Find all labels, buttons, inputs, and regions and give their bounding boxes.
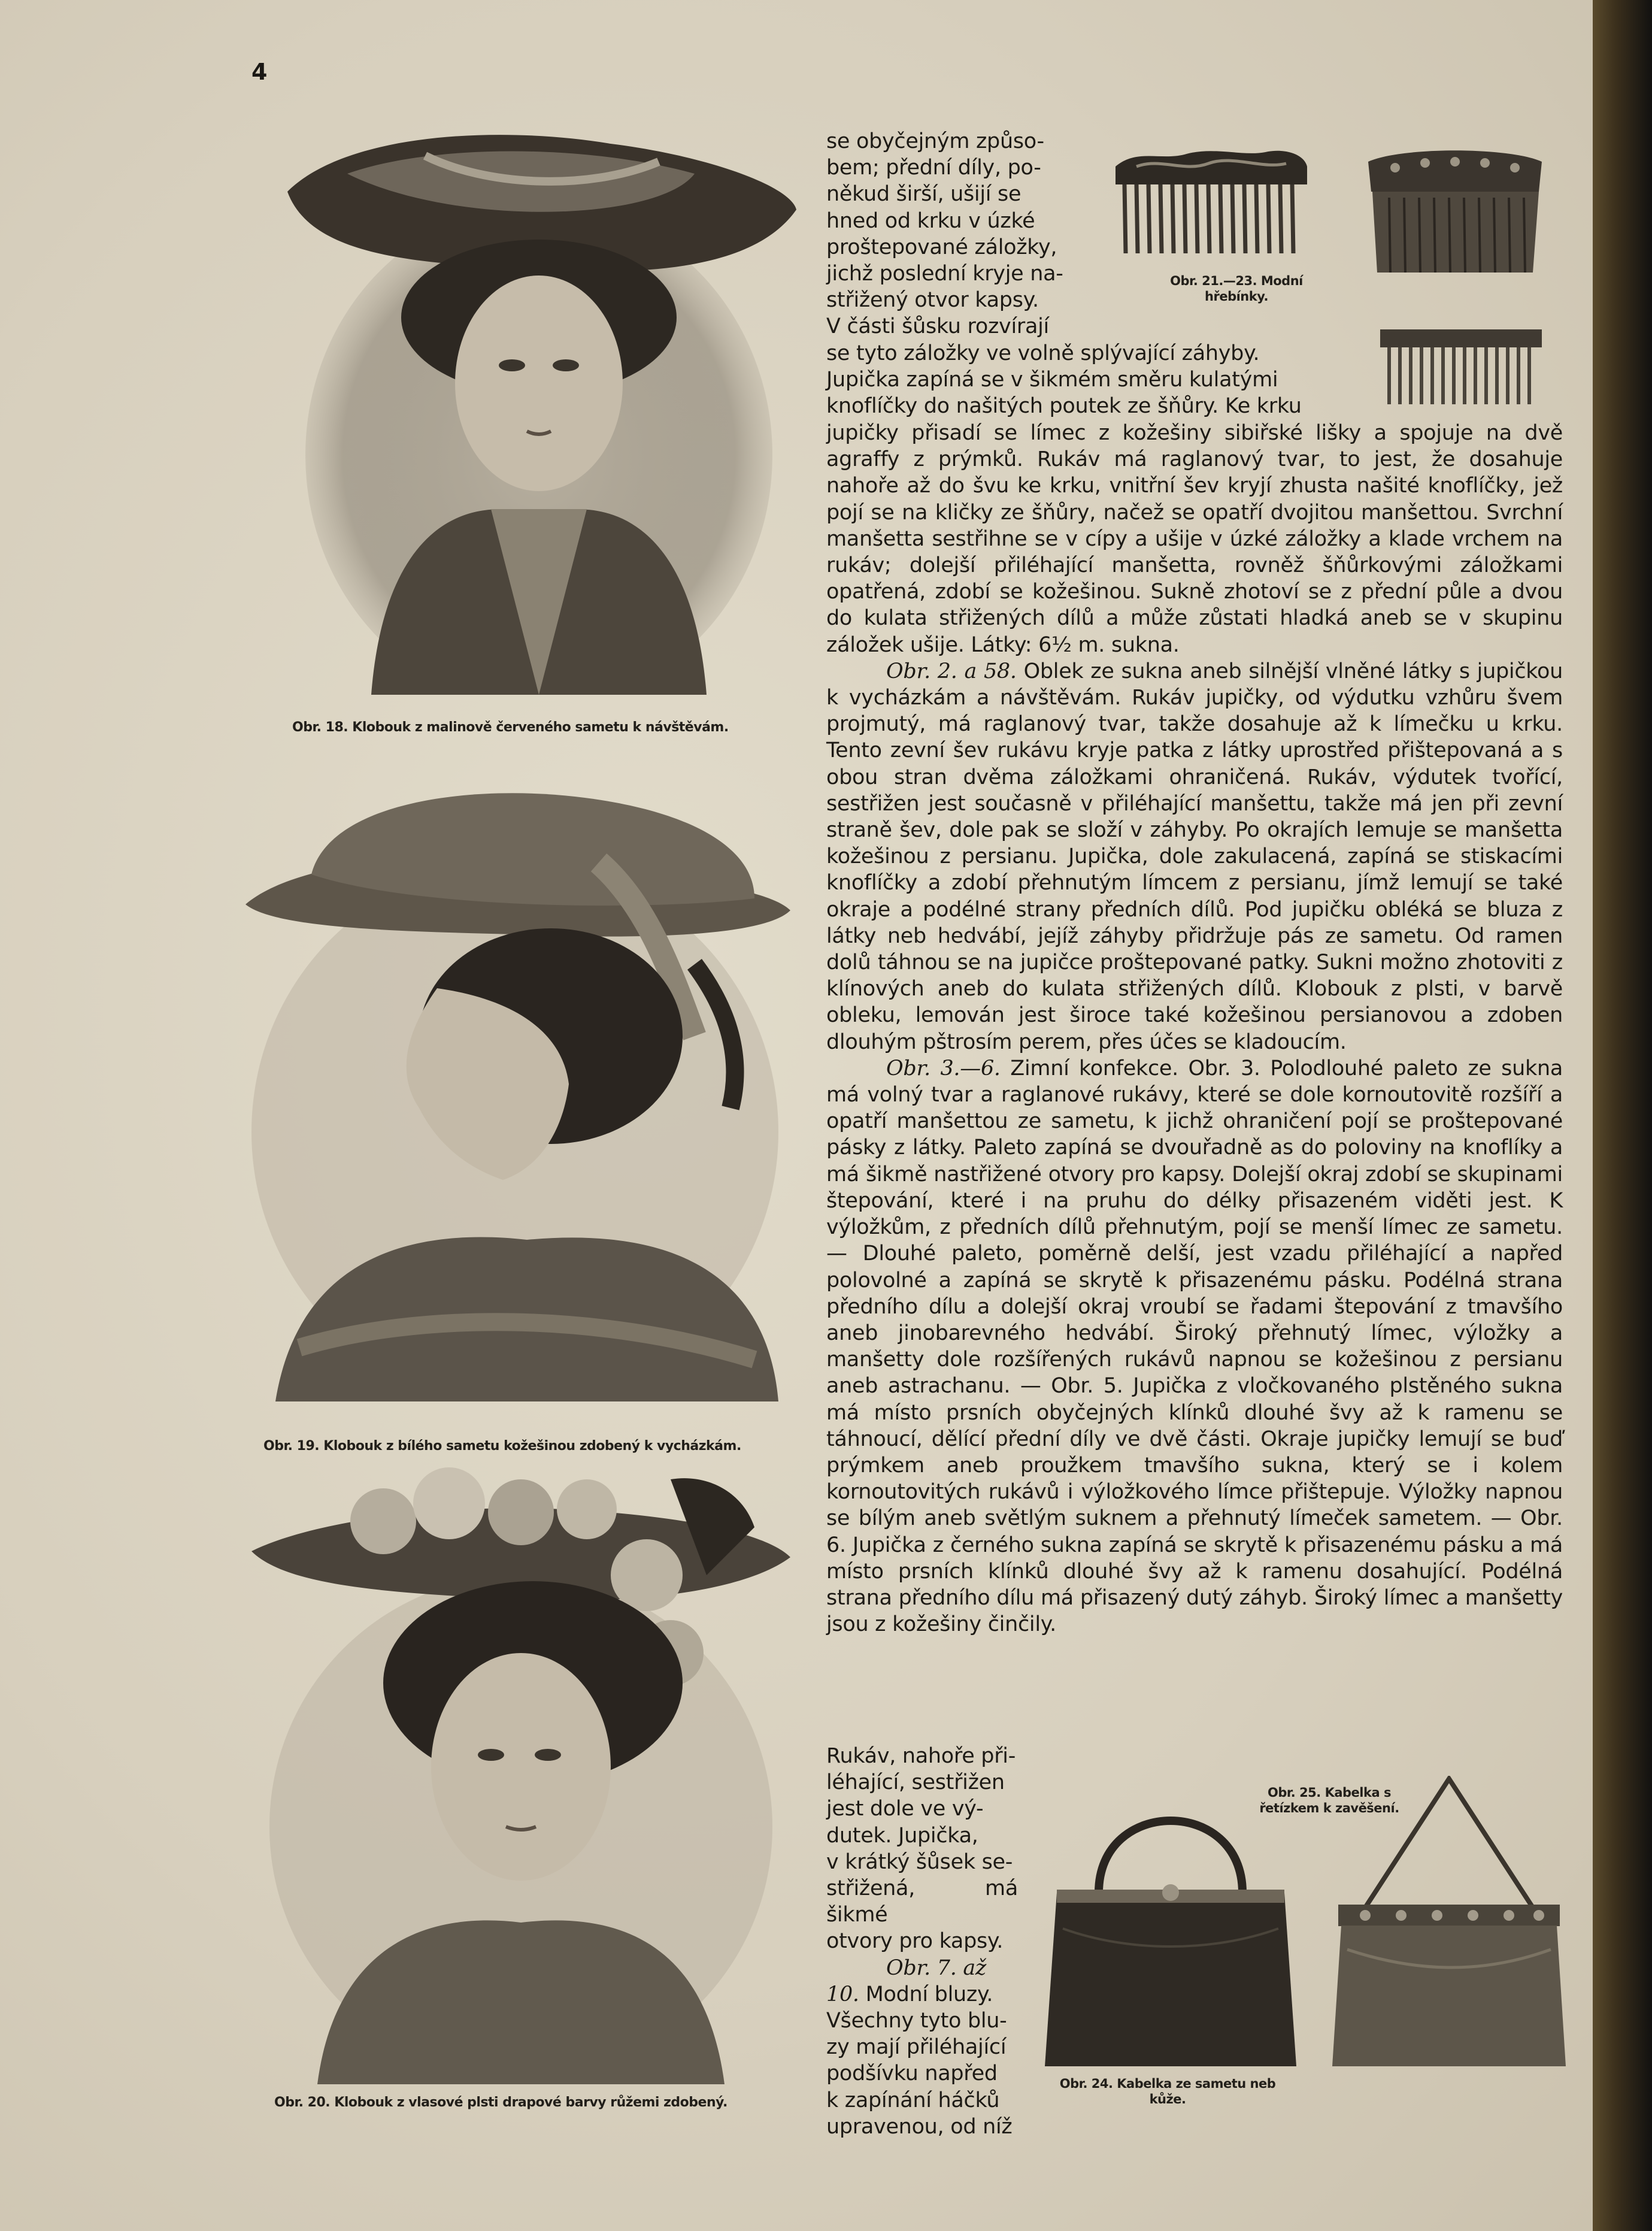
intro-mid-lines [826, 340, 1353, 420]
figure-19-image [240, 773, 796, 1401]
text-line: Všechny tyto blu- [826, 2009, 1007, 2033]
text-line: někud širší, ušijí se [826, 182, 1021, 207]
figure-25-handbag [1329, 1776, 1569, 2069]
comb-icon [1365, 144, 1545, 276]
paragraph-2-body: Oblek ze sukna aneb silnější vlněné látky s jupičkou k vycházkám a návštěvám. Rukáv jupičky, od výdutku vzhůru švem projmutý, má raglanový tvar, takže dosahuje až k límečku u krku. Tento zevní šev rukávu kryje patka z látky uprostřed přištepovaná a s obou stran dvěma záložkami ohraničená. Rukáv, výdutek tvořící, sestřižen jest současně v přiléhající manšettu, takže má jen při zevní straně šev, dole pak se složí v záhyby. Po okrajích lemuje se manšetta kožešinou z persianu. Jupička, dole zakulacená, zapíná se stiskacími knoflíčky a zdobí přehnutým límcem z persianu, jímž lemují se také okraje a podélné strany předních dílů. Pod jupičku obléká se bluza z látky neb hedvábí, jejíž záhyby přidržuje pás ze sametu. Od ramen dolů táhnou se na jupičce proštepované patky. Sukni možno zhotoviti z klínových aneb do kulata střižených dílů. Klobouk z plsti, v barvě obleku, lemován jest široce také kožešinou persianovou a zdoben dlouhým pštrosím perem, přes účes se kladoucím. [826, 659, 1563, 1054]
text-line: Jupička zapíná se v šikmém směru kulatými [826, 368, 1278, 392]
paragraph-3-lead: Obr. 3.—6. [886, 1056, 1001, 1080]
text-line: k zapínání háčků [826, 2088, 1000, 2112]
figure-23-comb [1377, 323, 1545, 407]
text-line: V části šůsku rozvírají [826, 314, 1049, 339]
text-line: hned od krku v úzké [826, 208, 1035, 233]
tail-narrow-lines [826, 1743, 1018, 2140]
text-line: se obyčejným způso- [826, 129, 1044, 153]
intro-continuation: jupičky přisadí se límec z kožešiny sibiřské lišky a spojuje na dvě agraffy z prýmků. Rukáv má raglanový tvar, to jest, že dosahuje nahoře až do švu ke krku, vnitřní šev kryjí zhusta našité knoflíčky, jež pojí se na kličky ze šňůry, načež se opatří dvojitou manšettou. Svrchní manšetta sestřihne se v cípy a ušije v úzké záložky a klade vrchem na rukáv; dolejší přiléhající manšetta, rovněž šňůrkovými záložkami opatřená, zdobí se kožešinou. Sukně zhotoví se z přední půle a dvou do kulata střižených dílů a může zůstati hladká aneb se v skupinu záložek ušije. Látky: 6½ m. sukna. [826, 421, 1563, 657]
figure-20-image [251, 1455, 790, 2084]
comb-icon [1113, 143, 1310, 256]
figure-22-comb [1365, 144, 1545, 276]
text-line: léhající, sestřižen [826, 1770, 1005, 1795]
main-text-column [826, 420, 1563, 1637]
paragraph-3-body: Zimní konfekce. Obr. 3. Polodlouhé paleto ze sukna má volný tvar a raglanové rukávy, které se dole kornoutovitě rozšíří a opatří manšettou ze sametu, k jichž ohraničení pojí se proštepované pásky z látky. Paleto zapíná se dvouřadně as do poloviny na knoflíky a má šikmě nastřižené otvory pro kapsy. Dolejší okraj zdobí se skupinami štepování, které i na pruhu do délky přisazeném viděti jest. K výložkům, z předních dílů přehnutým, pojí se menší límec ze sametu. — Dlouhé paleto, poměrně delší, jest vzadu přiléhající a napřed polovolné a zapíná se skrytě k přisazenému pásku. Podélná strana předního dílu a dolejší okraj vroubí se řadami štepování z tmavšího aneb jinobarevného hedvábí. Široký přehnutý límec, výložky a manšetty dole rozšířených rukávů napnou se kožešinou z persianu aneb astrachanu. — Obr. 5. Jupička z vločkovaného plstěného sukna má místo prsních obyčejných klínků dlouhé švy až k ramenu se táhnoucí, dělící přední díly ve dvě části. Okraje jupičky lemují se buď prýmkem aneb proužkem tmavšího sukna, který se i kolem kornoutovitých rukávů i výložkového límce přištepuje. Výložky napnou se bílým aneb světlým suknem a přehnutý límeček sametem. — Obr. 6. Jupička z černého sukna zapíná se skrytě k přisazenému pásku a má místo prsních klínků dlouhé švy až k ramenu dosahující. Podélná strana předního dílu má přisazený dutý záhyb. Široký límec a manšetty jsou z kožešiny činčily. [826, 1056, 1563, 1637]
text-line: jichž poslední kryje na- [826, 262, 1063, 286]
text-line: jest dole ve vý- [826, 1797, 984, 1821]
text-line: otvory pro kapsy. [826, 1929, 1004, 1954]
text-line: 10. Modní bluzy. [826, 1982, 993, 2006]
paragraph-3 [826, 1055, 1563, 1637]
figure-18-caption: Obr. 18. Klobouk z malinově červeného sametu k návštěvám. [292, 720, 729, 735]
text-line: dutek. Jupička, [826, 1823, 978, 1848]
paragraph-2 [826, 658, 1563, 1055]
figure-21-comb [1113, 143, 1310, 256]
figure-24-handbag [1039, 1773, 1302, 2072]
text-line: proštepované záložky, [826, 235, 1057, 259]
paragraph-2-lead: Obr. 2. a 58. [886, 659, 1017, 683]
text-line: knoflíčky do našitých poutek ze šňůry. Ke krku [826, 394, 1302, 419]
text-line: upravenou, od níž [826, 2114, 1013, 2139]
woman-hat-illustration-19 [240, 773, 796, 1401]
figure-20-caption: Obr. 20. Klobouk z vlasové plsti drapové barvy růžemi zdobený. [274, 2095, 728, 2110]
text-line: bem; přední díly, po- [826, 156, 1041, 180]
comb-icon [1377, 323, 1545, 407]
text-line: v krátký šůsek se- [826, 1849, 1013, 1874]
book-spine [1593, 0, 1652, 2231]
figure-19-caption: Obr. 19. Klobouk z bílého sametu kožešinou zdobený k vycházkám. [263, 1439, 741, 1454]
text-line: zy mají přiléhající [826, 2035, 1007, 2060]
figure-25-caption: Obr. 25. Kabelka s řetízkem k zavěšení. [1259, 1785, 1399, 1815]
figure-21-23-caption: Obr. 21.—23. Modní hřebínky. [1170, 274, 1303, 304]
text-line: střižený otvor kapsy. [826, 288, 1039, 313]
text-line: střižená, má šikmé [826, 1876, 1018, 1927]
text-line: Obr. 7. až [886, 1955, 987, 1980]
woman-hat-illustration-20 [251, 1455, 790, 2084]
woman-hat-illustration-18 [275, 120, 802, 695]
page-number: 4 [251, 59, 268, 85]
handbag-icon [1039, 1773, 1302, 2072]
intro-narrow-lines [826, 128, 1090, 340]
text-line: se tyto záložky ve volně splývající záhyby. [826, 341, 1260, 365]
handbag-icon [1329, 1776, 1569, 2069]
text-line: Rukáv, nahoře při- [826, 1744, 1016, 1768]
figure-18-image [275, 120, 802, 695]
figure-24-caption: Obr. 24. Kabelka ze sametu neb kůže. [1059, 2076, 1276, 2106]
text-line: podšívku napřed [826, 2062, 998, 2086]
